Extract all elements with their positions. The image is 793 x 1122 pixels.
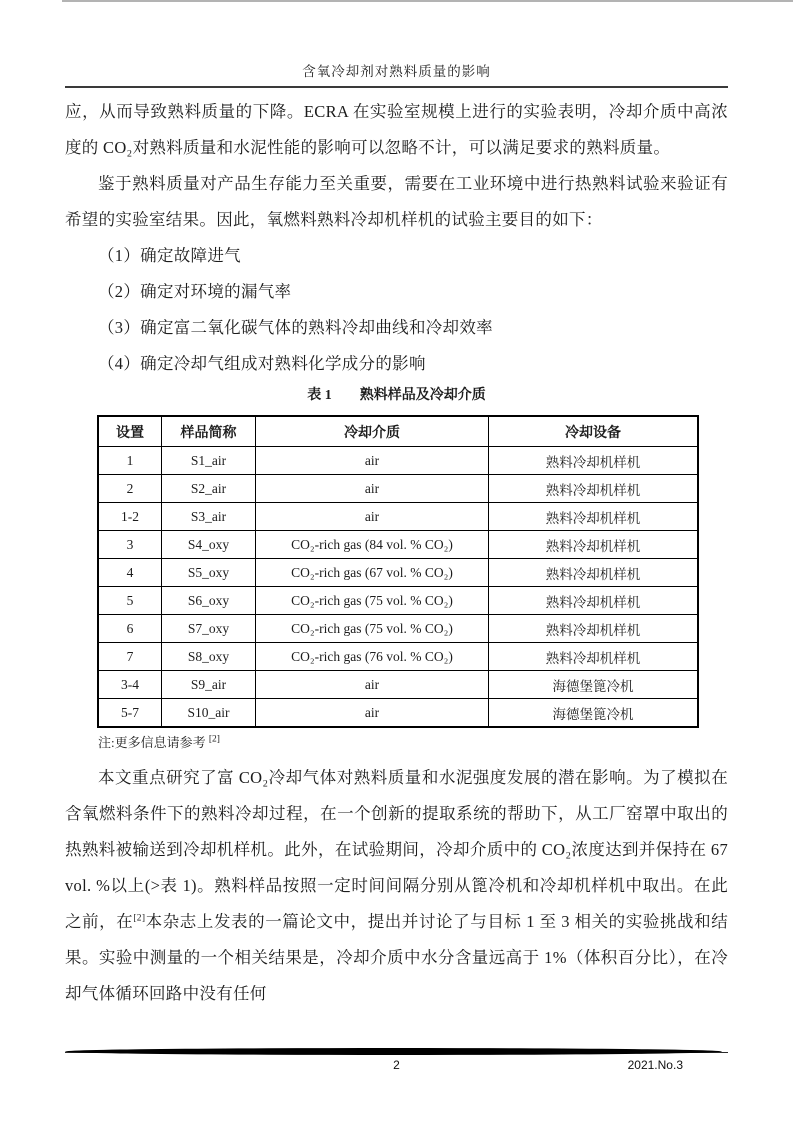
table-cell: 海德堡篦冷机 [489,699,699,728]
table-row [98,559,698,587]
table-cell: 熟料冷却机样机 [489,531,699,559]
page-number: 2 [393,1058,400,1072]
top-scan-artifact-line [62,0,793,2]
column-header-medium: 冷却介质 [256,416,489,447]
objective-item-4: （4）确定冷却气组成对熟料化学成分的影响 [98,354,426,373]
table-cell: 6 [98,615,162,643]
table-head [98,416,698,447]
paragraph-study-focus: 本文重点研究了富 CO₂冷却气体对熟料质量和水泥强度发展的潜在影响。为了模拟在含氧燃料条件下的熟料冷却过程，在一个创新的提取系统的帮助下，从工厂窑罩中取出的热熟料被输送到冷却机样机。此外，在试验期间，冷却介质中的 CO₂浓度达到并保持在 67 vol. %以上(>表 1)。熟料样品按照一定时间间隔分别从篦冷机和冷却机样机中取出。在此之前，在[2]本杂志上发表的一篇论文中，提出并讨论了与目标 1 至 3 相关的实验挑战和结果。实验中测量的一个相关结果是，冷却介质中水分含量远高于 1%（体积百分比），在冷却气体循环回路中没有任何 [65,768,728,1003]
objective-item-2: （2）确定对环境的漏气率 [98,282,292,301]
objective-item-3: （3）确定富二氧化碳气体的熟料冷却曲线和冷却效率 [98,318,493,337]
citation-ref: [2] [208,734,220,745]
table-cell: 熟料冷却机样机 [489,475,699,503]
table-cell: 海德堡篦冷机 [489,671,699,699]
table-cell: S7_oxy [162,615,256,643]
header-rule [65,86,728,88]
table-body [98,447,698,728]
table-caption [65,386,728,406]
table-cell: CO₂-rich gas (76 vol. % CO₂) [256,643,489,671]
table-cell: air [256,475,489,503]
table-cell: S6_oxy [162,587,256,615]
table-cell: S1_air [162,447,256,475]
table-row [98,475,698,503]
table-row [98,615,698,643]
table-cell: 熟料冷却机样机 [489,559,699,587]
table-caption-title: 熟料样品及冷却介质 [359,388,486,403]
page-header [0,0,793,88]
table-cell: air [256,447,489,475]
table-cell: air [256,503,489,531]
paragraph-clinker-quality: 应，从而导致熟料质量的下降。ECRA 在实验室规模上进行的实验表明，冷却介质中高浓度的 CO₂对熟料质量和水泥性能的影响可以忽略不计，可以满足要求的熟料质量。 [65,102,728,157]
table-cell: 熟料冷却机样机 [489,615,699,643]
table-cell: 7 [98,643,162,671]
running-head-title: 含氧冷却剂对熟料质量的影响 [302,64,491,79]
table-cell: S2_air [162,475,256,503]
table-row [98,503,698,531]
table-caption-label: 表 1 [307,388,332,403]
table-cell: 熟料冷却机样机 [489,587,699,615]
table-cell: CO₂-rich gas (75 vol. % CO₂) [256,587,489,615]
table-cell: CO₂-rich gas (84 vol. % CO₂) [256,531,489,559]
table-cell: CO₂-rich gas (75 vol. % CO₂) [256,615,489,643]
issue-label: 2021.No.3 [627,1058,683,1072]
document-body [65,94,728,1012]
table-cell: S5_oxy [162,559,256,587]
column-header-equipment: 冷却设备 [489,416,699,447]
clinker-samples-table [97,415,699,728]
table-cell: air [256,671,489,699]
table-row [98,699,698,728]
table-cell: 熟料冷却机样机 [489,447,699,475]
table-cell: 2 [98,475,162,503]
objectives-list [65,238,728,382]
table-cell: 5-7 [98,699,162,728]
objective-item-1: （1）确定故障进气 [98,246,241,265]
table-cell: S10_air [162,699,256,728]
table-row [98,587,698,615]
table-cell: S9_air [162,671,256,699]
table-cell: 3 [98,531,162,559]
column-header-sample: 样品简称 [162,416,256,447]
table-cell: air [256,699,489,728]
table-row [98,671,698,699]
citation-ref: [2] [133,913,146,924]
table-cell: S3_air [162,503,256,531]
table-cell: 4 [98,559,162,587]
table-row [98,531,698,559]
paragraph-trial-purpose: 鉴于熟料质量对产品生存能力至关重要，需要在工业环境中进行热熟料试验来验证有希望的实验室结果。因此，氧燃料熟料冷却机样机的试验主要目的如下： [65,174,728,229]
table-cell: S4_oxy [162,531,256,559]
table-cell: 1-2 [98,503,162,531]
footer-scan-bar [65,1048,722,1055]
table-cell: 熟料冷却机样机 [489,503,699,531]
table-footnote: 注:更多信息请参考 [2] [98,734,220,750]
column-header-setting: 设置 [98,416,162,447]
table-row [98,643,698,671]
table-cell: 1 [98,447,162,475]
table-header-row [98,416,698,447]
table-cell: 3-4 [98,671,162,699]
table-cell: 5 [98,587,162,615]
table-cell: S8_oxy [162,643,256,671]
table-cell: 熟料冷却机样机 [489,643,699,671]
table-row [98,447,698,475]
table-cell: CO₂-rich gas (67 vol. % CO₂) [256,559,489,587]
